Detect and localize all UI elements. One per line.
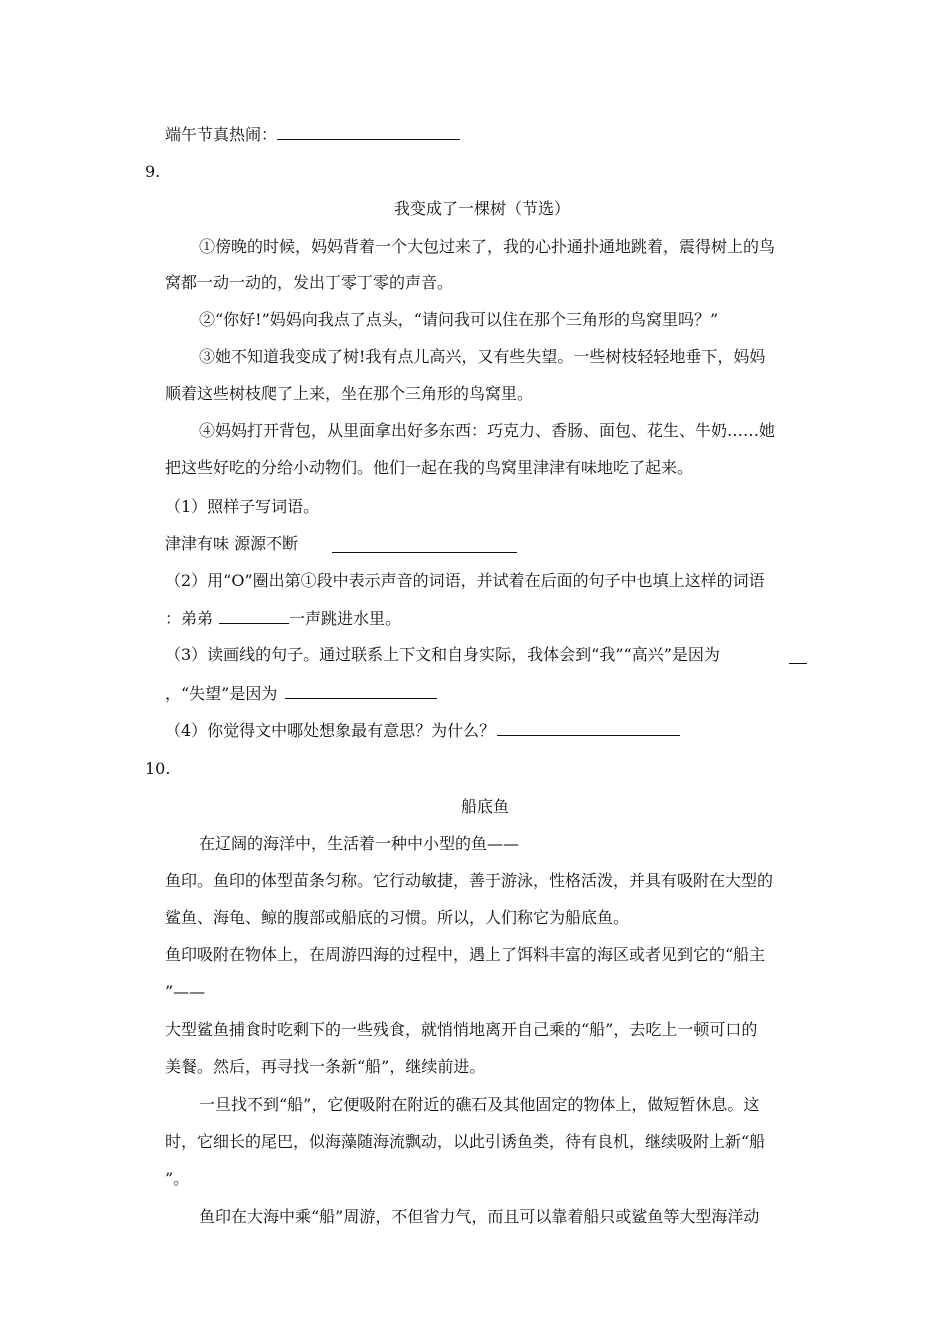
q9-subquestion-3-line-2: [165, 683, 437, 704]
q9-paragraph-3-line-2: 顺着这些树枝爬了上来，坐在那个三角形的鸟窝里。: [165, 384, 534, 403]
q10-line-4: 鱼印吸附在物体上，在周游四海的过程中，遇上了饵料丰富的海区或者见到它的“船主: [165, 945, 766, 964]
q9-number: 9.: [145, 162, 161, 181]
q9-subquestion-2-prefix: ：弟弟: [165, 609, 214, 628]
q9-subquestion-1-blank[interactable]: [332, 537, 517, 553]
q9-paragraph-4-line-2: 把这些好吃的分给小动物们。他们一起在我的鸟窝里津津有味地吃了起来。: [165, 458, 694, 477]
q9-subquestion-2-blank[interactable]: [219, 608, 289, 624]
q10-line-7: 美餐。然后，再寻找一条新“船”，继续前进。: [165, 1057, 486, 1076]
q9-subquestion-2-suffix: 一声跳进水里。: [289, 609, 402, 628]
q9-paragraph-1-line-2: 窝都一动一动的，发出丁零丁零的声音。: [165, 273, 454, 292]
q10-line-1: 在辽阔的海洋中，生活着一种中小型的鱼——: [199, 834, 520, 853]
q9-subquestion-1: （1）照样子写词语。: [165, 497, 320, 516]
q9-subquestion-4-text: （4）你觉得文中哪处想象最有意思？为什么？: [165, 721, 496, 740]
q9-paragraph-3-line-1: ③她不知道我变成了树!我有点儿高兴，又有些失望。一些树枝轻轻地垂下，妈妈: [199, 347, 766, 366]
q10-line-8: 一旦找不到“船”，它便吸附在附近的礁石及其他固定的物体上，做短暂休息。这: [199, 1095, 760, 1114]
q9-subquestion-1-example-line: [165, 534, 298, 554]
q10-line-2: 鱼印。鱼印的体型苗条匀称。它行动敏捷，善于游泳，性格活泼，并具有吸附在大型的: [165, 871, 774, 890]
q10-line-6: 大型鲨鱼捕食时吃剩下的一些残食，就悄悄地离开自己乘的“船”，去吃上一顿可口的: [165, 1020, 758, 1039]
q10-line-9: 时，它细长的尾巴，似海藻随海流飘动，以此引诱鱼类，待有良机，继续吸附上新“船: [165, 1132, 766, 1151]
q10-line-3: 鲨鱼、海龟、鲸的腹部或船底的习惯。所以，人们称它为船底鱼。: [165, 908, 630, 927]
q9-paragraph-1-line-1: ①傍晚的时候，妈妈背着一个大包过来了，我的心扑通扑通地跳着，震得树上的鸟: [199, 237, 776, 256]
q10-line-5: ”——: [165, 982, 206, 1001]
q9-subquestion-3-line-2-text: ，“失望”是因为: [165, 684, 278, 703]
q8-answer-blank[interactable]: [277, 124, 460, 140]
q8-festival-line: [165, 124, 460, 145]
q9-subquestion-1-example: 津津有味 源源不断: [165, 534, 299, 553]
q9-subquestion-3-line-1: （3）读画线的句子。通过联系上下文和自身实际，我体会到“我”“高兴”是因为: [165, 645, 720, 664]
q9-title: 我变成了一棵树（节选）: [394, 199, 571, 218]
q9-subquestion-4: [165, 720, 680, 741]
q9-paragraph-2: ②“你好!”妈妈向我点了点头，“请问我可以住在那个三角形的鸟窝里吗？”: [199, 310, 719, 329]
q9-paragraph-4-line-1: ④妈妈打开背包，从里面拿出好多东西：巧克力、香肠、面包、花生、牛奶……她: [199, 421, 776, 440]
q9-subquestion-3-blank-2[interactable]: [285, 683, 437, 699]
q10-line-10: ”。: [165, 1169, 190, 1188]
q10-title: 船底鱼: [461, 797, 510, 816]
q9-subquestion-2-line-1: （2）用“O”圈出第①段中表示声音的词语，并试着在后面的句子中也填上这样的词语: [165, 571, 765, 590]
q9-subquestion-4-blank[interactable]: [497, 720, 680, 736]
q9-subquestion-3-blank-1[interactable]: [789, 648, 807, 664]
q10-line-11: 鱼印在大海中乘“船”周游，不但省力气，而且可以靠着船只或鲨鱼等大型海洋动: [199, 1207, 760, 1226]
q8-festival-label: 端午节真热闹：: [165, 125, 278, 144]
q10-number: 10.: [145, 759, 171, 778]
q9-subquestion-2-line-2: [165, 608, 401, 629]
